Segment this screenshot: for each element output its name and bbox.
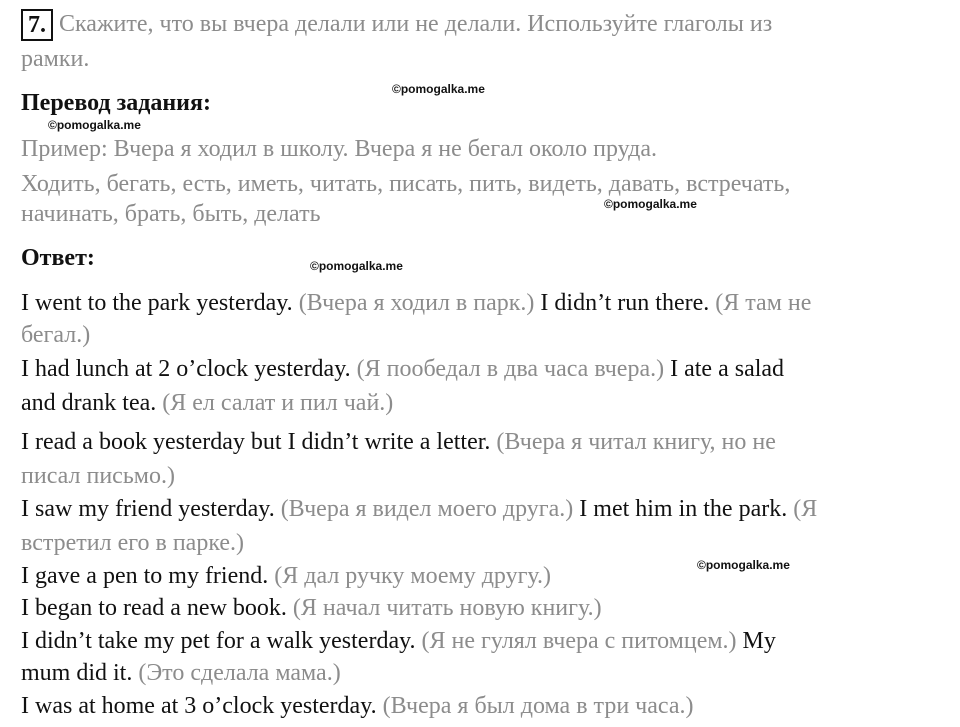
answer-text: I didn’t take my pet for a walk yesterday. (21, 628, 422, 654)
answer-text: and drank tea. (21, 390, 163, 416)
answer-text: I read a book yesterday but I didn’t write a letter. (21, 429, 497, 455)
answer-line (21, 320, 90, 350)
answer-text: I met him in the park. (579, 496, 794, 522)
answer-line (21, 691, 693, 721)
task-line-2: рамки. (21, 46, 90, 72)
watermark: ©pomogalka.me (392, 82, 485, 96)
translation-text: писал письмо.) (21, 463, 175, 489)
answer-text: I didn’t run there. (540, 290, 716, 316)
answer-text: I had lunch at 2 o’clock yesterday. (21, 356, 357, 382)
translation-heading: Перевод задания: (21, 90, 211, 116)
watermark: ©pomogalka.me (310, 259, 403, 273)
answer-heading: Ответ: (21, 245, 95, 271)
watermark: ©pomogalka.me (604, 197, 697, 211)
translation-text: встретил его в парке.) (21, 530, 245, 556)
answer-text: I was at home at 3 o’clock yesterday. (21, 693, 383, 719)
translation-text: (Вчера я ходил в парк.) (298, 290, 541, 316)
translation-text: (Я ел салат и пил чай.) (162, 390, 394, 416)
answer-line (21, 561, 551, 591)
translation-text: (Я (793, 496, 818, 522)
answer-line (21, 593, 602, 623)
translation-text: (Это сделала мама.) (138, 660, 341, 686)
answer-line (21, 427, 776, 457)
answer-line (21, 388, 393, 418)
translation-text: (Я не гулял вчера с питомцем.) (421, 628, 743, 654)
answer-text: I saw my friend yesterday. (21, 496, 281, 522)
answer-line (21, 626, 776, 656)
translation-text: (Вчера я был дома в три часа.) (382, 693, 694, 719)
answer-line (21, 528, 244, 558)
answer-text: mum did it. (21, 660, 139, 686)
watermark: ©pomogalka.me (48, 118, 141, 132)
translation-text: (Я пообедал в два часа вчера.) (356, 356, 671, 382)
translation-text: (Вчера я видел моего друга.) (280, 496, 580, 522)
translation-text: бегал.) (21, 322, 91, 348)
translation-text: (Вчера я читал книгу, но не (496, 429, 776, 455)
answer-line (21, 461, 175, 491)
watermark: ©pomogalka.me (697, 558, 790, 572)
task-line-1 (21, 9, 772, 41)
answer-text: I began to read a new book. (21, 595, 293, 621)
translation-verbs-line-1: Ходить, бегать, есть, иметь, читать, писать, пить, видеть, давать, встречать, (21, 171, 791, 197)
translation-text: (Я дал ручку моему другу.) (274, 563, 552, 589)
task-number: 7. (21, 9, 53, 41)
translation-verbs-line-2: начинать, брать, быть, делать (21, 201, 321, 227)
answer-text: I gave a pen to my friend. (21, 563, 275, 589)
answer-text: I went to the park yesterday. (21, 290, 299, 316)
answer-line (21, 288, 811, 318)
translation-example: Пример: Вчера я ходил в школу. Вчера я не бегал около пруда. (21, 136, 657, 162)
task-text: Скажите, что вы вчера делали или не делали. Используйте глаголы из (59, 11, 773, 37)
answer-line (21, 658, 341, 688)
answer-line (21, 354, 784, 384)
translation-text: (Я там не (715, 290, 812, 316)
translation-text: (Я начал читать новую книгу.) (292, 595, 602, 621)
answer-line (21, 494, 817, 524)
answer-text: My (742, 628, 776, 654)
answer-text: I ate a salad (670, 356, 785, 382)
